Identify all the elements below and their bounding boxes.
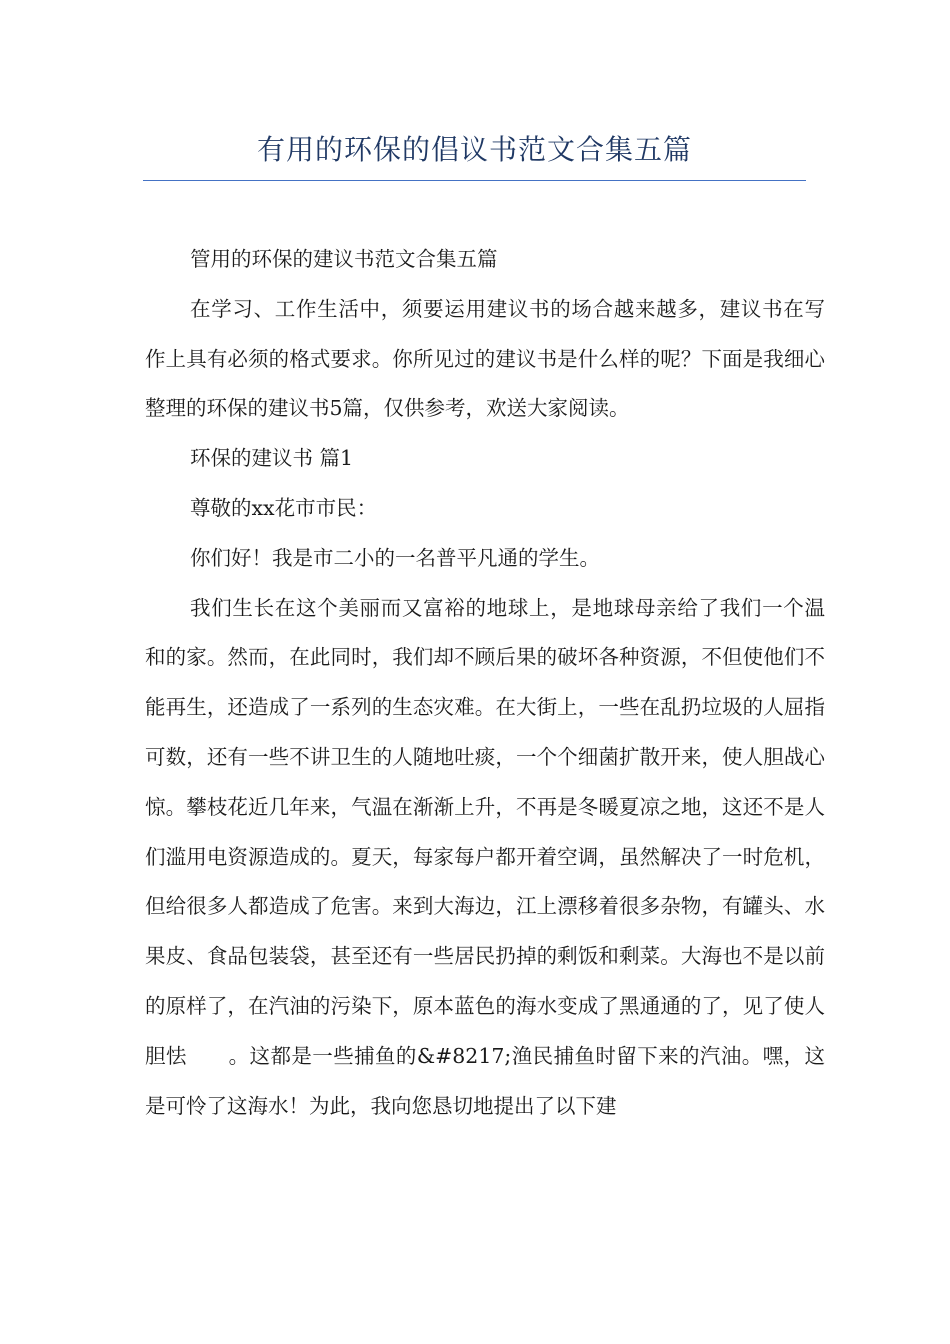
document-title: 有用的环保的倡议书范文合集五篇 xyxy=(256,133,692,166)
document-body xyxy=(145,235,825,1131)
paragraph-subtitle: 管用的环保的建议书范文合集五篇 xyxy=(190,247,498,271)
paragraph-greeting: 你们好！我是市二小的一名普平凡通的学生。 xyxy=(190,545,600,570)
paragraph-section-heading: 环保的建议书 篇1 xyxy=(190,446,354,471)
paragraph-intro: 在学习、工作生活中，须要运用建议书的场合越来越多，建议书在写作上具有必须的格式要求。你所见过的建议书是什么样的呢？下面是我细心整理的环保的建议书5篇，仅供参考，欢送大家阅读。 xyxy=(145,296,825,421)
paragraph-main-body: 我们生长在这个美丽而又富裕的地球上，是地球母亲给了我们一个温和的家。然而，在此同时，我们却不顾后果的破坏各种资源，不但使他们不能再生，还造成了一系列的生态灾难。在大街上，一些在乱扔垃圾的人屈指可数，还有一些不讲卫生的人随地吐痰，一个个细菌扩散开来，使人胆战心惊。攀枝花近几年来，气温在渐渐上升，不再是冬暖夏凉之地，这还不是人们滥用电资源造成的。夏天，每家每户都开着空调，虽然解决了一时危机，但给很多人都造成了危害。来到大海边，江上漂移着很多杂物，有罐头、水果皮、食品包装袋，甚至还有一些居民扔掉的剩饭和剩菜。大海也不是以前的原样了，在汽油的污染下，原本蓝色的海水变成了黑通通的了，见了使人胆怯 。这都是一些捕鱼的&#8217;渔民捕鱼时留下来的汽油。嘿，这是可怜了这海水！为此，我向您恳切地提出了以下建 xyxy=(145,595,825,1118)
paragraph-salutation: 尊敬的xx花市市民： xyxy=(190,495,378,520)
title-underline xyxy=(143,180,806,181)
